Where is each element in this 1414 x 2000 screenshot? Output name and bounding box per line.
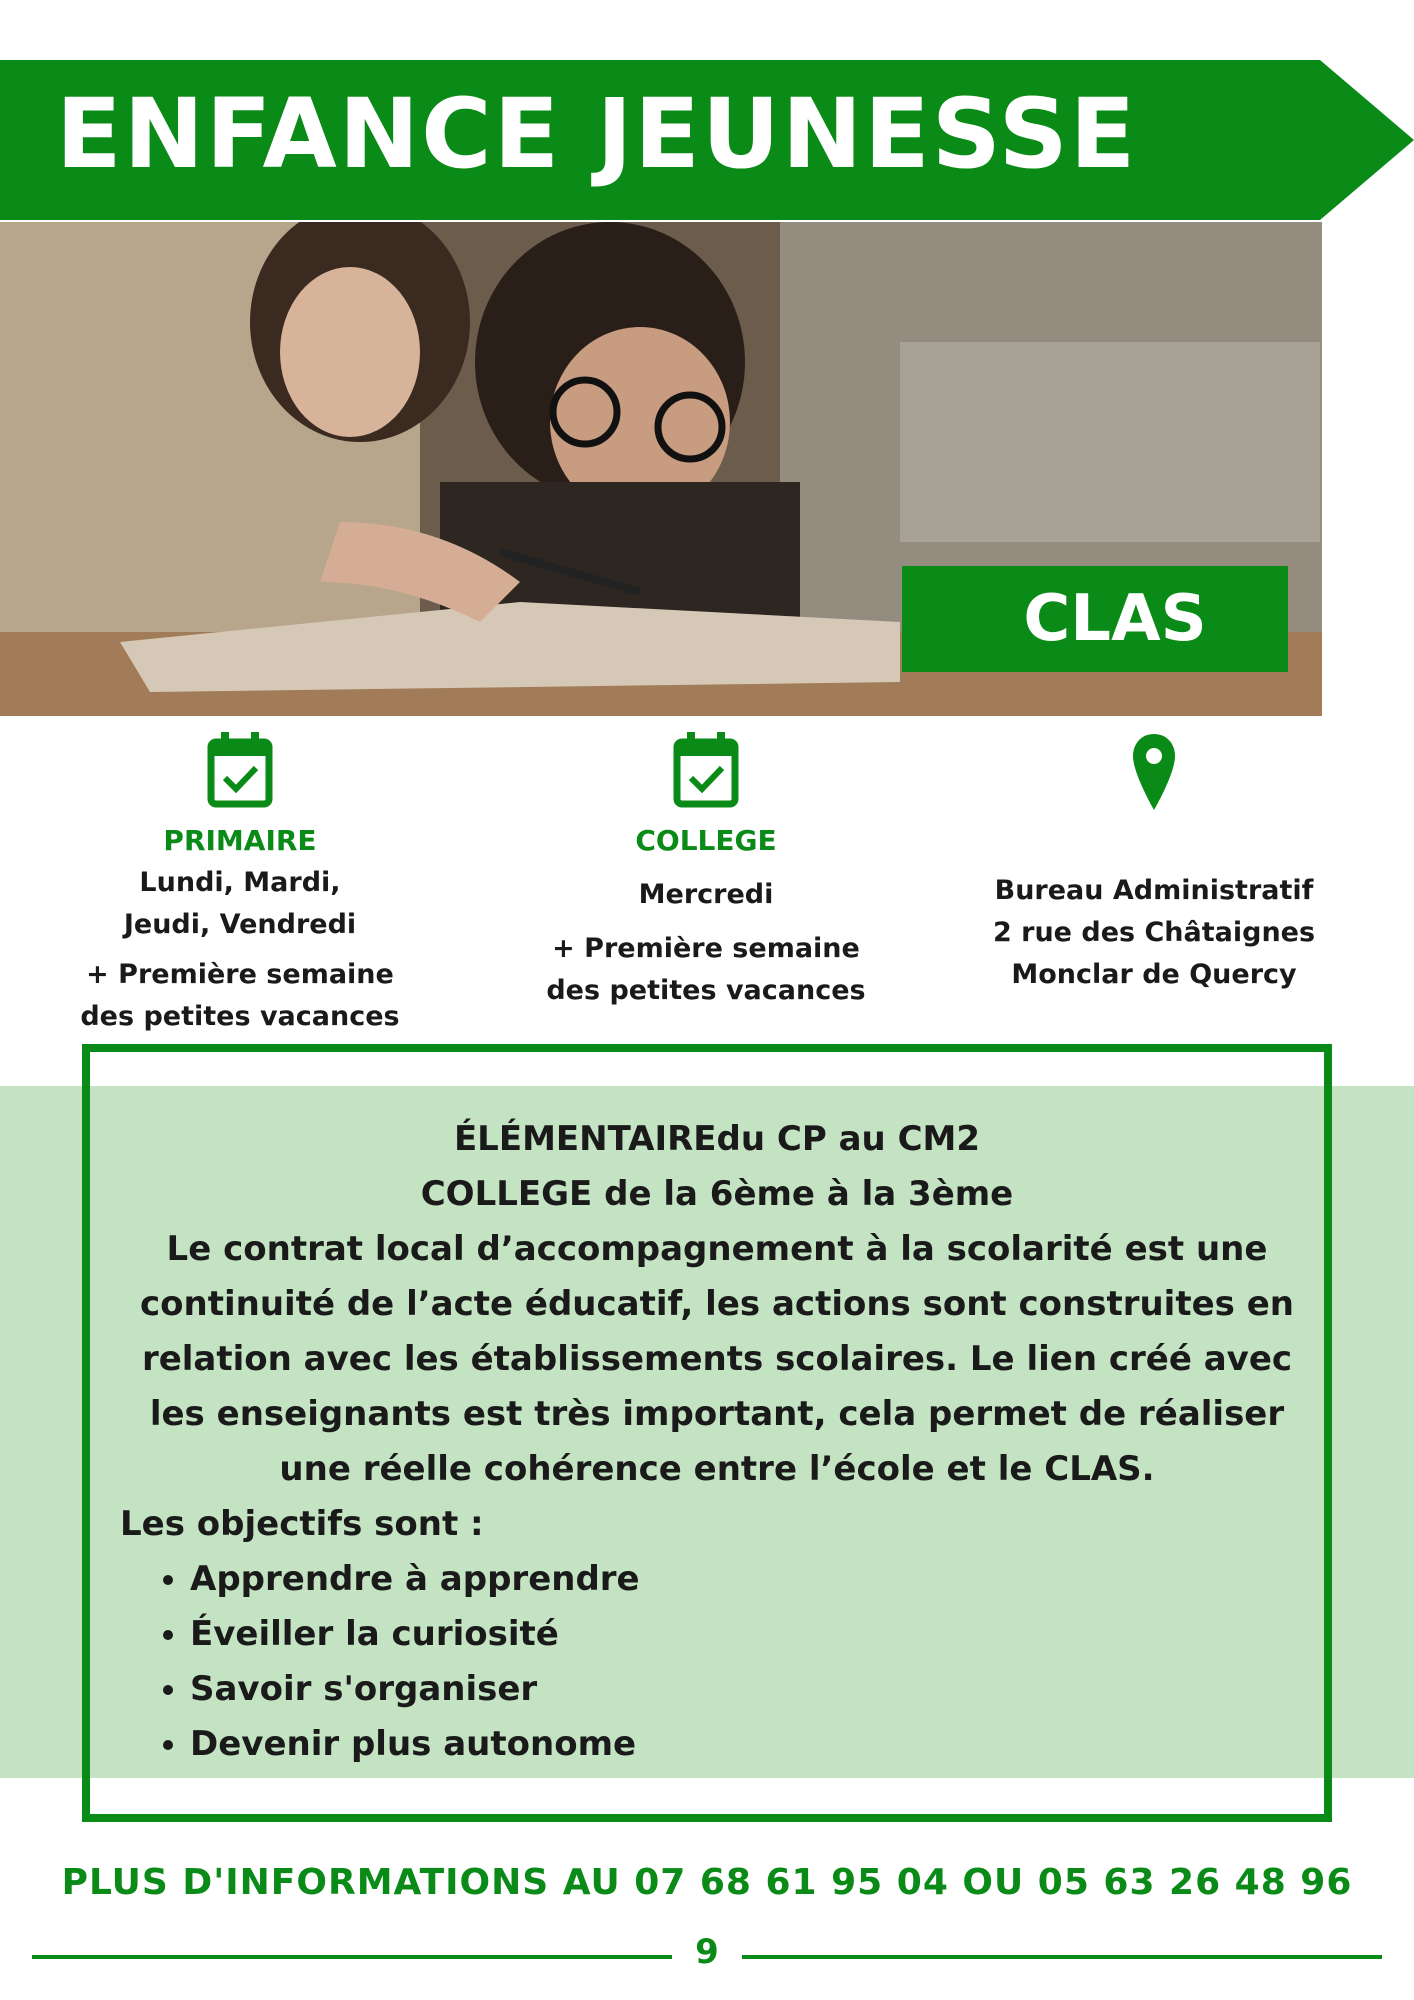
college-title: COLLEGE <box>635 824 777 857</box>
location-pin-icon <box>1131 732 1177 812</box>
calendar-check-icon <box>671 732 741 808</box>
footer-line-left <box>32 1955 672 1959</box>
primaire-extra-line2: des petites vacances <box>80 1001 400 1032</box>
objective-item: • Savoir s'organiser <box>190 1662 1314 1717</box>
objective-item: • Éveiller la curiosité <box>190 1607 1314 1662</box>
objectives-list <box>120 1552 1314 1772</box>
content-text <box>120 1112 1314 1772</box>
primaire-days-line1: Lundi, Mardi, <box>139 867 341 898</box>
primaire-info <box>60 732 420 1038</box>
location-line2: 2 rue des Châtaignes <box>992 917 1316 948</box>
college-extra-line1: + Première semaine <box>552 933 860 964</box>
objectives-intro: Les objectifs sont : <box>120 1504 484 1544</box>
college-info <box>526 732 886 1012</box>
content-paragraph: Le contrat local d’accompagnement à la scolarité est une continuité de l’acte éducatif, les actions sont construites en relation avec les établissements scolaires. Le lien créé avec les enseignants est très important, cela permet de réaliser une réelle cohérence entre l’école et le CLAS. <box>140 1229 1294 1489</box>
location-line1: Bureau Administratif <box>994 875 1314 906</box>
contact-info: PLUS D'INFORMATIONS AU 07 68 61 95 04 OU 05 63 26 48 96 <box>61 1862 1353 1903</box>
calendar-check-icon <box>205 732 275 808</box>
footer-line-right <box>742 1955 1382 1959</box>
objective-item: • Apprendre à apprendre <box>190 1552 1314 1607</box>
location-line3: Monclar de Quercy <box>1011 959 1297 990</box>
primaire-extra-line1: + Première semaine <box>86 959 394 990</box>
clas-badge: CLAS <box>902 566 1288 672</box>
college-extra-line2: des petites vacances <box>546 975 866 1006</box>
page-number: 9 <box>695 1932 719 1972</box>
college-days: Mercredi <box>638 879 774 910</box>
primaire-days-line2: Jeudi, Vendredi <box>123 909 357 940</box>
content-line2: COLLEGE de la 6ème à la 3ème <box>420 1174 1014 1214</box>
content-line1: ÉLÉMENTAIREdu CP au CM2 <box>453 1119 981 1159</box>
page-title: ENFANCE JEUNESSE <box>56 78 1138 190</box>
objective-item: • Devenir plus autonome <box>190 1717 1314 1772</box>
content-box <box>82 1044 1332 1822</box>
primaire-title: PRIMAIRE <box>163 824 317 857</box>
location-info <box>974 732 1334 996</box>
